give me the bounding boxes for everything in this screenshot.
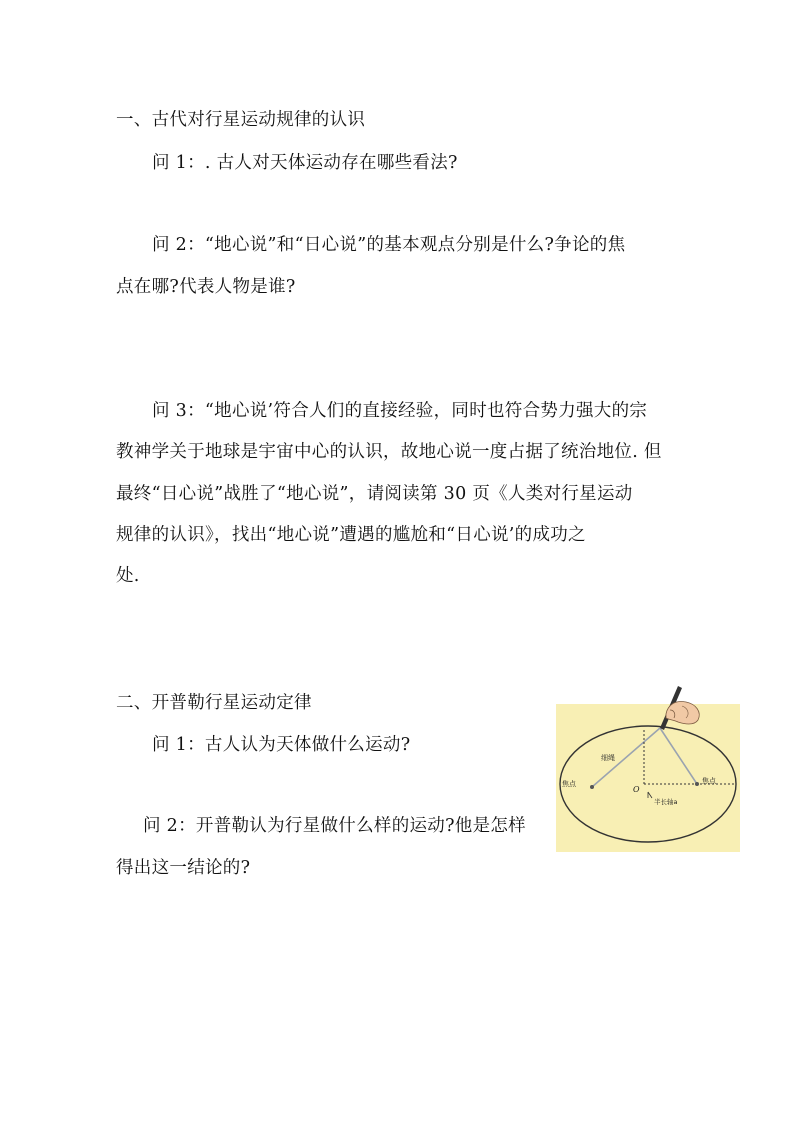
section-1-heading: 一、古代对行星运动规律的认识 (116, 110, 366, 130)
label-semi-major: 半长轴a (654, 798, 678, 806)
section-1-question-3-line-2: 教神学关于地球是宇宙中心的认识，故地心说一度占据了统治地位. 但 (116, 442, 662, 462)
section-1-question-3-line-4: 规律的认识》，找出“地心说”遭遇的尴尬和“日心说’的成功之 (116, 525, 586, 545)
focus-right-dot (695, 782, 699, 786)
label-focus-left: 焦点 (562, 780, 576, 788)
label-string: 细绳 (601, 754, 615, 762)
section-1-question-1: 问 1：. 古人对天体运动存在哪些看法? (152, 153, 458, 173)
section-1-question-2-line-2: 点在哪?代表人物是谁? (116, 277, 296, 297)
label-focus-right: 焦点 (702, 777, 716, 785)
ellipse-drawing-figure (556, 680, 740, 852)
section-1-question-2-line-1: 问 2：“地心说”和“日心说”的基本观点分别是什么?争论的焦 (152, 235, 626, 255)
ellipse-drawing-svg (556, 680, 740, 852)
section-2-question-1: 问 1：古人认为天体做什么运动? (152, 735, 411, 755)
section-1-question-3-line-5: 处. (116, 566, 140, 586)
section-1-question-3-line-1: 问 3：“地心说’符合人们的直接经验，同时也符合势力强大的宗 (152, 401, 648, 421)
label-center: O (633, 785, 640, 794)
focus-left-dot (590, 785, 594, 789)
section-2-question-2-line-2: 得出这一结论的? (116, 858, 251, 878)
section-1-question-3-line-3: 最终“日心说”战胜了“地心说”，请阅读第 30 页《人类对行星运动 (116, 484, 633, 504)
section-2-heading: 二、开普勒行星运动定律 (116, 693, 312, 713)
section-2-question-2-line-1: 问 2：开普勒认为行星做什么样的运动?他是怎样 (143, 816, 526, 836)
